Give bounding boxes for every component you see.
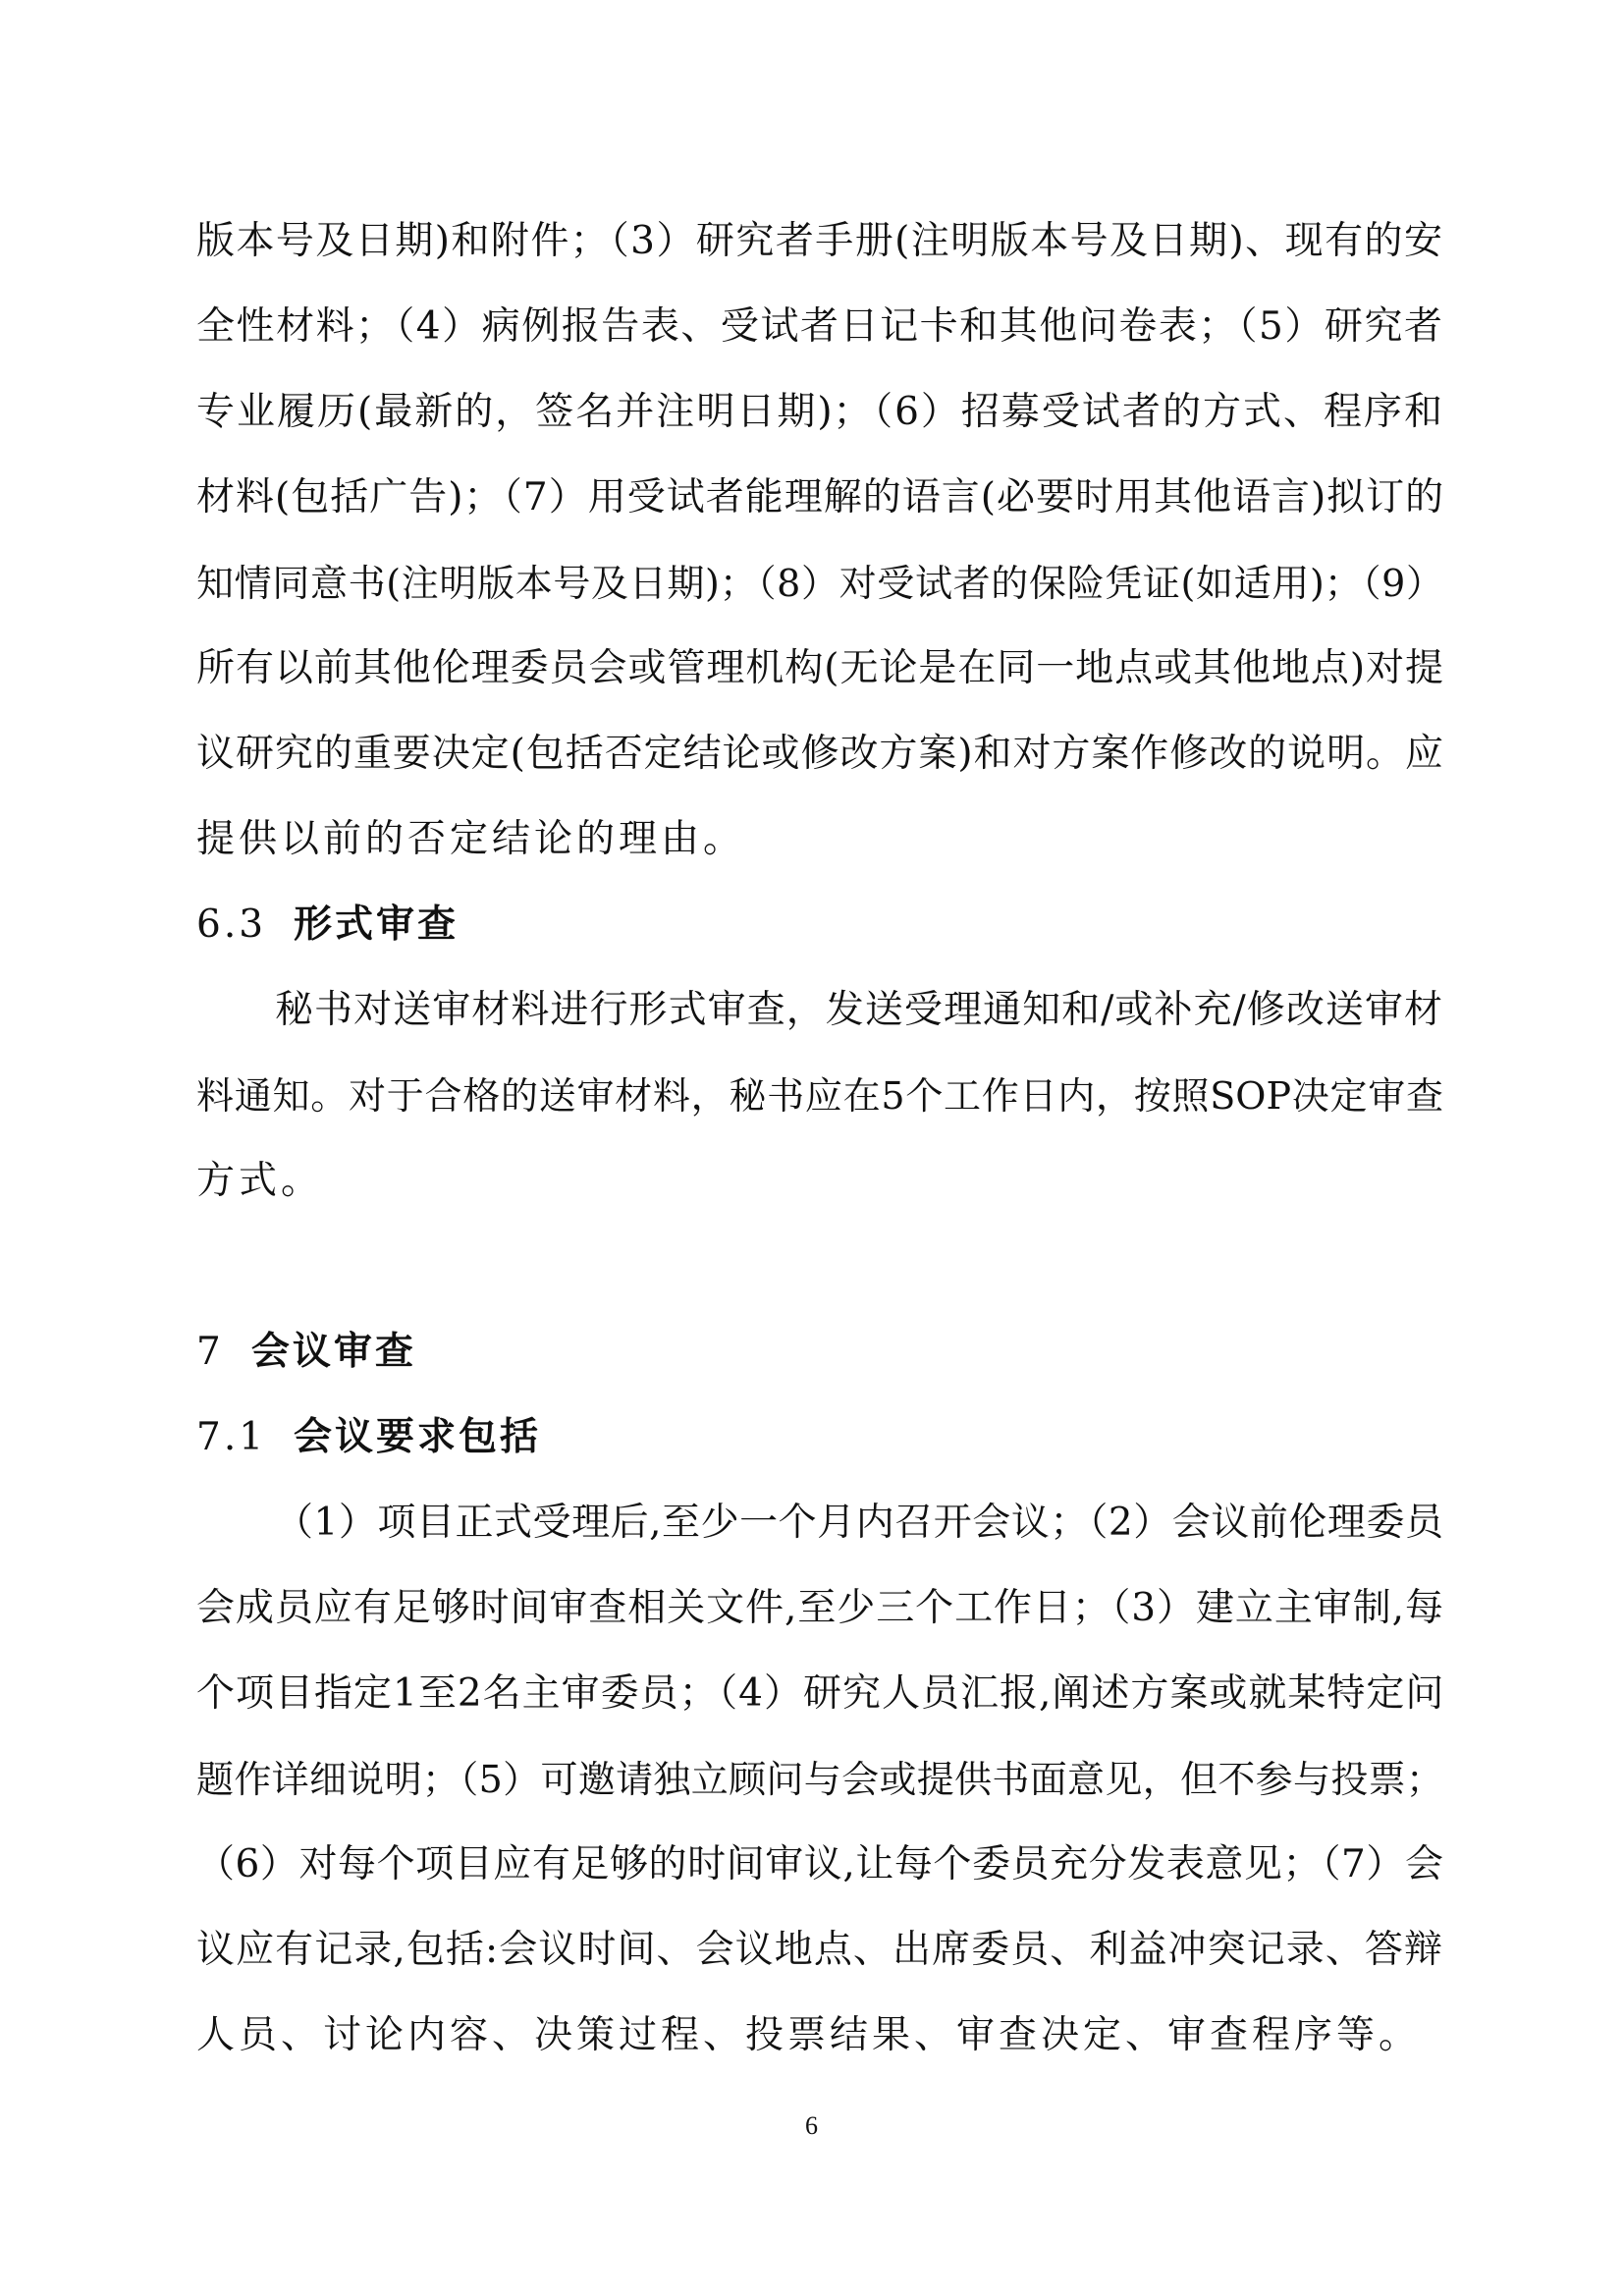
paragraph-line: 专业履历(最新的，签名并注明日期)；（6）招募受试者的方式、程序和 [196,390,1443,434]
section-title: 形式审查 [294,902,460,947]
paragraph-line: 会成员应有足够时间审查相关文件,至少三个工作日；（3）建立主审制,每 [196,1586,1443,1630]
section-heading-7 [196,1329,416,1376]
paragraph-line: 所有以前其他伦理委员会或管理机构(无论是在同一地点或其他地点)对提 [196,646,1443,690]
paragraph-line: 人员、讨论内容、决策过程、投票结果、审查决定、审查程序等。 [196,2013,1422,2057]
section-heading-7-1 [196,1414,541,1461]
paragraph-line: （6）对每个项目应有足够的时间审议,让每个委员充分发表意见；（7）会 [196,1842,1443,1886]
paragraph-line: 题作详细说明；（5）可邀请独立顾问与会或提供书面意见，但不参与投票； [196,1758,1443,1801]
paragraph-line: 议应有记录,包括:会议时间、会议地点、出席委员、利益冲突记录、答辩 [196,1928,1443,1972]
paragraph-line: 个项目指定1至2名主审委员；（4）研究人员汇报,阐述方案或就某特定问 [196,1671,1445,1716]
paragraph-line: （1）项目正式受理后,至少一个月内召开会议；（2）会议前伦理委员 [275,1501,1443,1545]
paragraph-line: 料通知。对于合格的送审材料，秘书应在5个工作日内，按照SOP决定审查 [196,1074,1443,1118]
paragraph-line: 议研究的重要决定(包括否定结论或修改方案)和对方案作修改的说明。应 [196,732,1443,776]
section-heading-6-3 [196,902,459,949]
section-number: 7.1 [196,1415,267,1459]
paragraph-line: 秘书对送审材料进行形式审查，发送受理通知和/或补充/修改送审材 [275,988,1443,1032]
paragraph-line: 知情同意书(注明版本号及日期)；（8）对受试者的保险凭证(如适用)；（9） [196,562,1443,605]
paragraph-line: 材料(包括广告)；（7）用受试者能理解的语言(必要时用其他语言)拟订的 [196,475,1445,519]
page-number: 6 [805,2111,818,2140]
section-title: 会议要求包括 [294,1415,542,1459]
section-number: 7 [196,1330,224,1374]
section-title: 会议审查 [250,1330,416,1374]
paragraph-line: 提供以前的否定结论的理由。 [196,817,746,861]
paragraph-line: 方式。 [196,1159,324,1203]
section-number: 6.3 [196,902,267,947]
paragraph-line: 版本号及日期)和附件；（3）研究者手册(注明版本号及日期)、现有的安 [196,219,1443,263]
paragraph-line: 全性材料；（4）病例报告表、受试者日记卡和其他问卷表；（5）研究者 [196,304,1443,349]
